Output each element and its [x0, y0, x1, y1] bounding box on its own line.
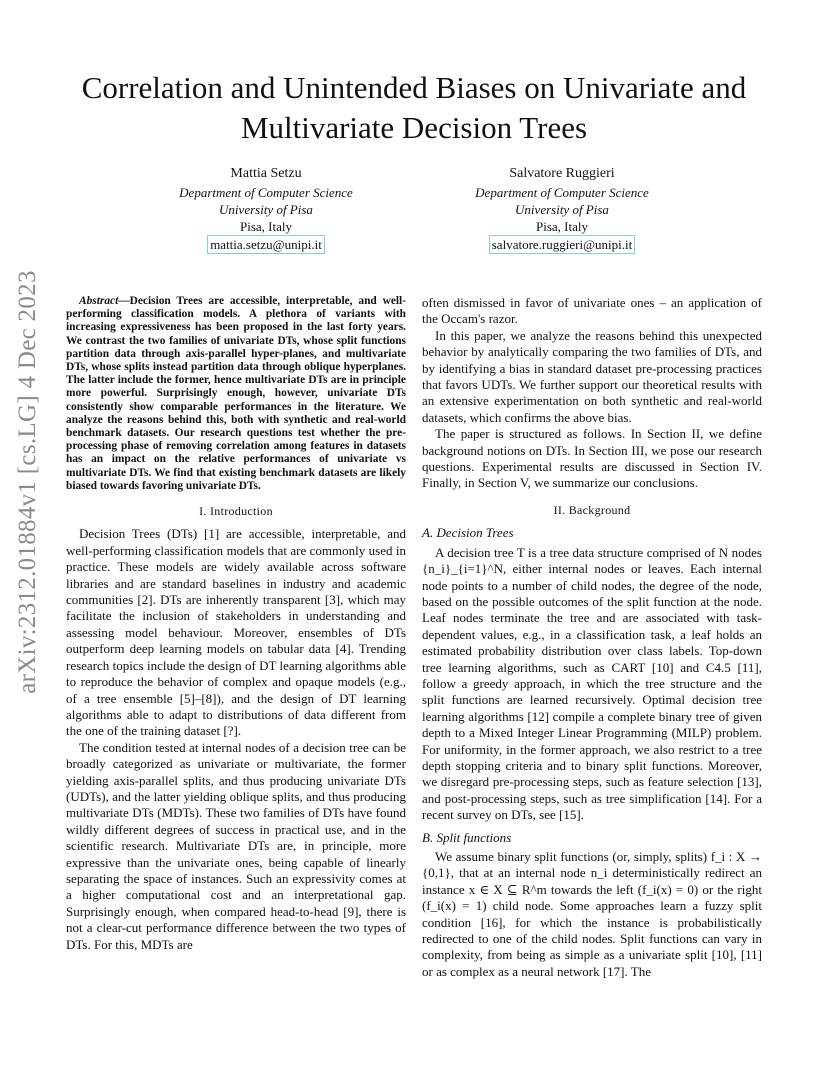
- author-block-1: [136, 165, 396, 254]
- author-university: University of Pisa: [515, 202, 609, 217]
- abstract-label: Abstract: [79, 295, 119, 307]
- background-paragraph-1: A decision tree T is a tree data structure comprised of N nodes {n_i}_{i=1}^N, either internal nodes or leaves. Each internal node points to a number of child nodes, the degree of the node, based on the possible outcomes of the split function at the node. Leaf nodes terminate the tree and are associated with task-dependent values, e.g., in a classification task, a leaf holds an estimated probability distribution over class labels. Top-down tree learning algorithms, such as CART [10] and C4.5 [11], follow a greedy approach, in which the tree structure and the split functions are learned recursively. Optimal decision tree learning algorithms [12] compile a complete binary tree of given depth to a Mixed Integer Linear Programming (MILP) problem. For uniformity, in the former approach, we also restrict to a tree depth stopping criteria and to binary split functions. Moreover, we disregard pre-processing steps, such as feature selection [13], and post-processing steps, such as tree simplification [14]. For a recent survey on DTs, see [15].: [422, 544, 762, 823]
- author-department: Department of Computer Science: [179, 185, 353, 200]
- author-name: Salvatore Ruggieri: [509, 166, 615, 181]
- subsection-heading-decision-trees: A. Decision Trees: [422, 525, 514, 541]
- intro-paragraph-4: The paper is structured as follows. In Section II, we define background notions on DTs. In Section III, we pose our research questions. Experimental results are discussed in Section IV. Finally, in Section V, we summarize our conclusions.: [422, 426, 762, 491]
- arxiv-identifier: arXiv:2312.01884v1 [cs.LG] 4 Dec 2023: [14, 270, 41, 694]
- author-department: Department of Computer Science: [475, 185, 649, 200]
- author-email-link[interactable]: salvatore.ruggieri@unipi.it: [489, 235, 636, 254]
- section-heading-introduction: I. Introduction: [199, 504, 273, 519]
- intro-paragraph-continued: often dismissed in favor of univariate ones – an application of the Occam's razor.: [422, 295, 762, 327]
- author-name: Mattia Setzu: [230, 166, 302, 181]
- author-block-2: [432, 165, 692, 254]
- paper-title: Correlation and Unintended Biases on Univariate and Multivariate Decision Trees: [81, 70, 747, 145]
- intro-paragraph-3: In this paper, we analyze the reasons behind this unexpected behavior by analytically comparing the two families of DTs, and by identifying a bias in standard dataset pre-processing practices that favors UDTs. We further support our theoretical results with an extensive experimentation on both synthetic and real-world datasets, which confirms the above bias.: [422, 327, 762, 425]
- section-heading-background: II. Background: [553, 502, 631, 517]
- author-email-link[interactable]: mattia.setzu@unipi.it: [207, 235, 325, 254]
- background-paragraph-2: We assume binary split functions (or, simply, splits) f_i : X → {0,1}, that at an internal node n_i deterministically redirect an instance x ∈ X ⊆ R^m towards the left (f_i(x) = 0) or the right (f_i(x) = 1) child node. Some approaches learn a fuzzy split condition [16], for which the instance is probabilistically redirected to one of the child nodes. Split functions can vary in complexity, from being as simple as a univariate split [10], [11] or as complex as a neural network [17]. The: [422, 849, 762, 979]
- intro-paragraph-1: Decision Trees (DTs) [1] are accessible, interpretable, and well-performing classification models that are commonly used in practice. These models are widely available across software libraries and are standard baselines in industry and academic communities [2]. DTs are inherently transparent [3], which may facilitate the inclusion of stakeholders in understanding and assessing model behaviour. Moreover, ensembles of DTs outperform deep learning models on tabular data [4]. Trending research topics include the design of DT learning algorithms able to reproduce the behavior of complex and opaque models (e.g., of a tree ensemble [5]–[8]), and the design of DT learning algorithms able to adapt to distributions of data different from the one of the training dataset [?].: [66, 526, 406, 739]
- right-column: [422, 295, 762, 980]
- left-column: [66, 295, 406, 953]
- abstract-text: —Decision Trees are accessible, interpretable, and well-performing classification models. A plethora of variants with increasing expressiveness has been proposed in the last forty years. We contrast the two families of univariate DTs, whose split functions partition data through axis-parallel hyper-planes, and multivariate DTs, whose splits instead partition data through oblique hyperplanes. The latter include the former, hence multivariate DTs are in principle more powerful. Surprisingly enough, however, univariate DTs consistently show comparable performances in the literature. We analyze the reasons behind this, both with synthetic and real-world benchmark datasets. Our research questions test whether the pre-processing phase of removing correlation among features in datasets has an impact on the relative performances of univariate vs multivariate DTs. We find that existing benchmark datasets are likely biased towards favoring univariate DTs.: [66, 295, 406, 492]
- author-university: University of Pisa: [219, 202, 313, 217]
- abstract: [66, 295, 406, 493]
- author-location: Pisa, Italy: [240, 219, 292, 234]
- subsection-heading-split-functions: B. Split functions: [422, 829, 512, 845]
- intro-paragraph-2: The condition tested at internal nodes of a decision tree can be broadly categorized as univariate or multivariate, the former yielding axis-parallel splits, and thus producing univariate DTs (UDTs), and the latter yielding oblique splits, and thus producing multivariate DTs (MDTs). These two families of DTs have found wildly different degrees of success in practical use, and in the scientific research. Multivariate DTs are, in principle, more expressive than the univariate ones, being capable of linearly separating the space of instances. Such an expressivity comes at a higher computational cost and an interpretational gap. Surprisingly enough, when compared head-to-head [9], there is not a clear-cut performance difference between the two types of DTs. For this, MDTs are: [66, 739, 406, 952]
- author-location: Pisa, Italy: [536, 219, 588, 234]
